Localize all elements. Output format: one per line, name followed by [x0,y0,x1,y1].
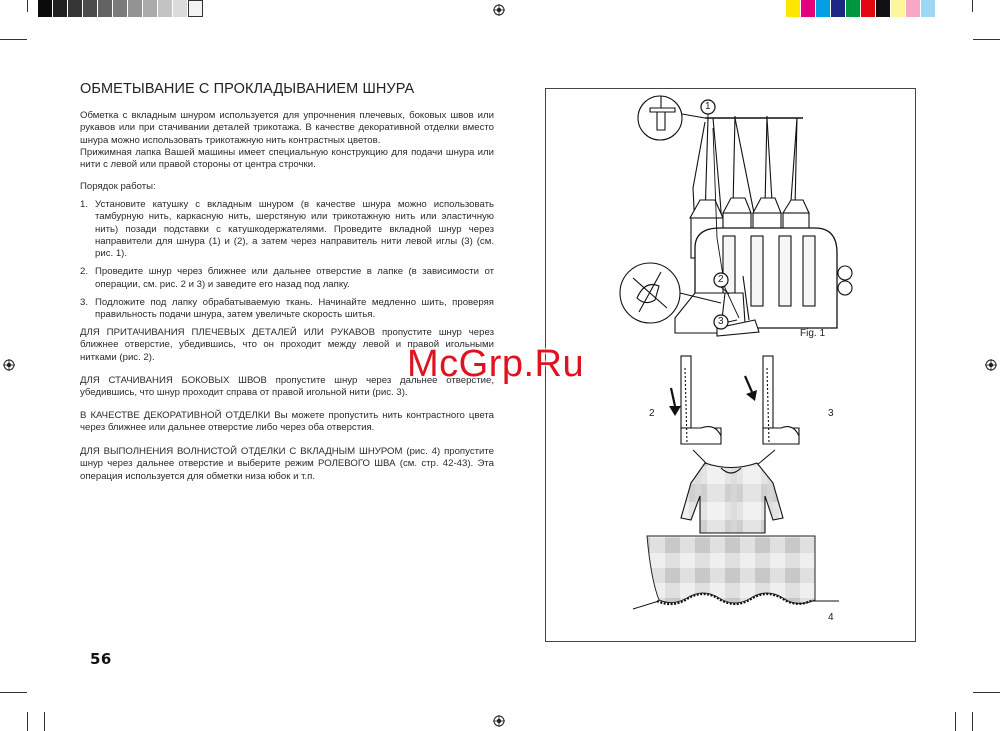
thread-guide-magnifier [638,96,705,140]
crop-mark [973,692,1000,693]
color-swatch [68,0,83,17]
crop-mark [972,0,973,12]
step-text: Подложите под лапку обрабатываемую ткань. Начинайте медленно шить, проверяя правильность подачи шнура, затем увеличьте скорость шитья. [95,297,494,321]
color-swatch [113,0,128,17]
color-swatch [173,0,188,17]
color-swatch [188,0,203,17]
step-number: 2. [80,266,89,278]
fig1-label: Fig. 1 [800,328,826,339]
color-swatch [158,0,173,17]
color-swatch [128,0,143,17]
callout-1-label: 1 [705,101,711,112]
procedure-heading: Порядок работы: [80,181,156,192]
crop-mark [972,712,973,731]
crop-mark [44,712,45,731]
page-number: 56 [90,650,112,668]
registration-mark-icon [3,359,15,371]
shirt-drawing [681,463,783,533]
color-swatch [53,0,68,17]
step-text: Установите катушку с вкладным шнуром (в качестве шнура можно использовать тамбурную нить, каркасную нить, шерстяную или трикотажную нить или эластичную нить) позади подставки с катушкодержателями. Проведите вкладной шнур через направители для шнура (1) и (2), а затем через направитель нити левой иглы (3) (см. рис. 1). [95,199,494,260]
color-swatch [876,0,891,17]
color-swatch [98,0,113,17]
registration-mark-icon [985,359,997,371]
color-swatch [891,0,906,17]
registration-mark-icon [493,715,505,727]
step-number: 1. [80,199,89,210]
presser-foot-left-drawing [681,356,721,444]
process-colorbar [786,0,936,17]
step-number: 3. [80,297,89,309]
callout-2-label: 2 [718,274,724,285]
wavy-fabric-drawing [633,536,839,609]
color-swatch [83,0,98,17]
page-title: ОБМЕТЫВАНИЕ С ПРОКЛАДЫВАНИЕМ ШНУРА [80,81,415,97]
shoulder-seam-paragraph: ДЛЯ ПРИТАЧИВАНИЯ ПЛЕЧЕВЫХ ДЕТАЛЕЙ ИЛИ РУКАВОВ пропустите шнур через ближнее отверстие, убедившись, что он проходит между левой и правой игольными нитками (рис. 2). [80,327,494,363]
registration-mark-icon [493,4,505,16]
presser-foot-right-drawing [763,356,799,444]
crop-mark [0,692,27,693]
steps-list [80,199,494,328]
color-swatch [831,0,846,17]
fig2-label: 2 [649,408,655,419]
fig3-label: 3 [828,408,834,419]
callout-3-label: 3 [718,316,724,327]
color-swatch [786,0,801,17]
color-swatch [861,0,876,17]
intro-text-2: Прижимная лапка Вашей машины имеет специальную конструкцию для подачи шнура или нити с левой или правой стороны от центра строчки. [80,146,494,171]
color-swatch [38,0,53,17]
crop-mark [973,39,1000,40]
color-swatch [906,0,921,17]
color-swatch [921,0,936,17]
list-item [80,199,494,260]
intro-text-1: Обметка с вкладным шнуром используется для упрочнения плечевых, боковых швов или рукавов или при стачивании деталей трикотажа. В качестве декоративной отделки вместо шнура можно использовать трикотажную нить контрастных цветов. [80,110,494,146]
list-item [80,297,494,322]
grayscale-colorbar [38,0,203,17]
crop-mark [955,712,956,731]
crop-mark [27,0,28,12]
fig4-label: 4 [828,612,834,623]
serger-machine-drawing [675,116,852,336]
color-swatch [801,0,816,17]
watermark-text: McGrp.Ru [407,343,585,385]
intro-paragraph [80,110,494,171]
list-item [80,266,494,291]
decorative-paragraph: В КАЧЕСТВЕ ДЕКОРАТИВНОЙ ОТДЕЛКИ Вы можете пропустить нить контрастного цвета через ближнее или дальнее отверстие либо через оба отверстия. [80,410,494,434]
crop-mark [0,39,27,40]
side-seam-paragraph: ДЛЯ СТАЧИВАНИЯ БОКОВЫХ ШВОВ пропустите шнур через дальнее отверстие, убедившись, что шнур проходит справа от правой игольной нити (рис. 3). [80,375,494,399]
serger-illustration [545,88,916,642]
crop-mark [27,712,28,731]
color-swatch [846,0,861,17]
step-text: Проведите шнур через ближнее или дальнее отверстие в лапке (в зависимости от операции, см. рис. 2 и 3) и заведите его назад под лапку. [95,266,494,290]
wavy-finish-paragraph: ДЛЯ ВЫПОЛНЕНИЯ ВОЛНИСТОЙ ОТДЕЛКИ С ВКЛАДНЫМ ШНУРОМ (рис. 4) пропустите шнур через дальнее отверстие и выберите режим РОЛЕВОГО ШВА (см. стр. 42-43). Эта операция используется для обметки низа юбок и т.п. [80,446,494,482]
color-swatch [816,0,831,17]
color-swatch [143,0,158,17]
